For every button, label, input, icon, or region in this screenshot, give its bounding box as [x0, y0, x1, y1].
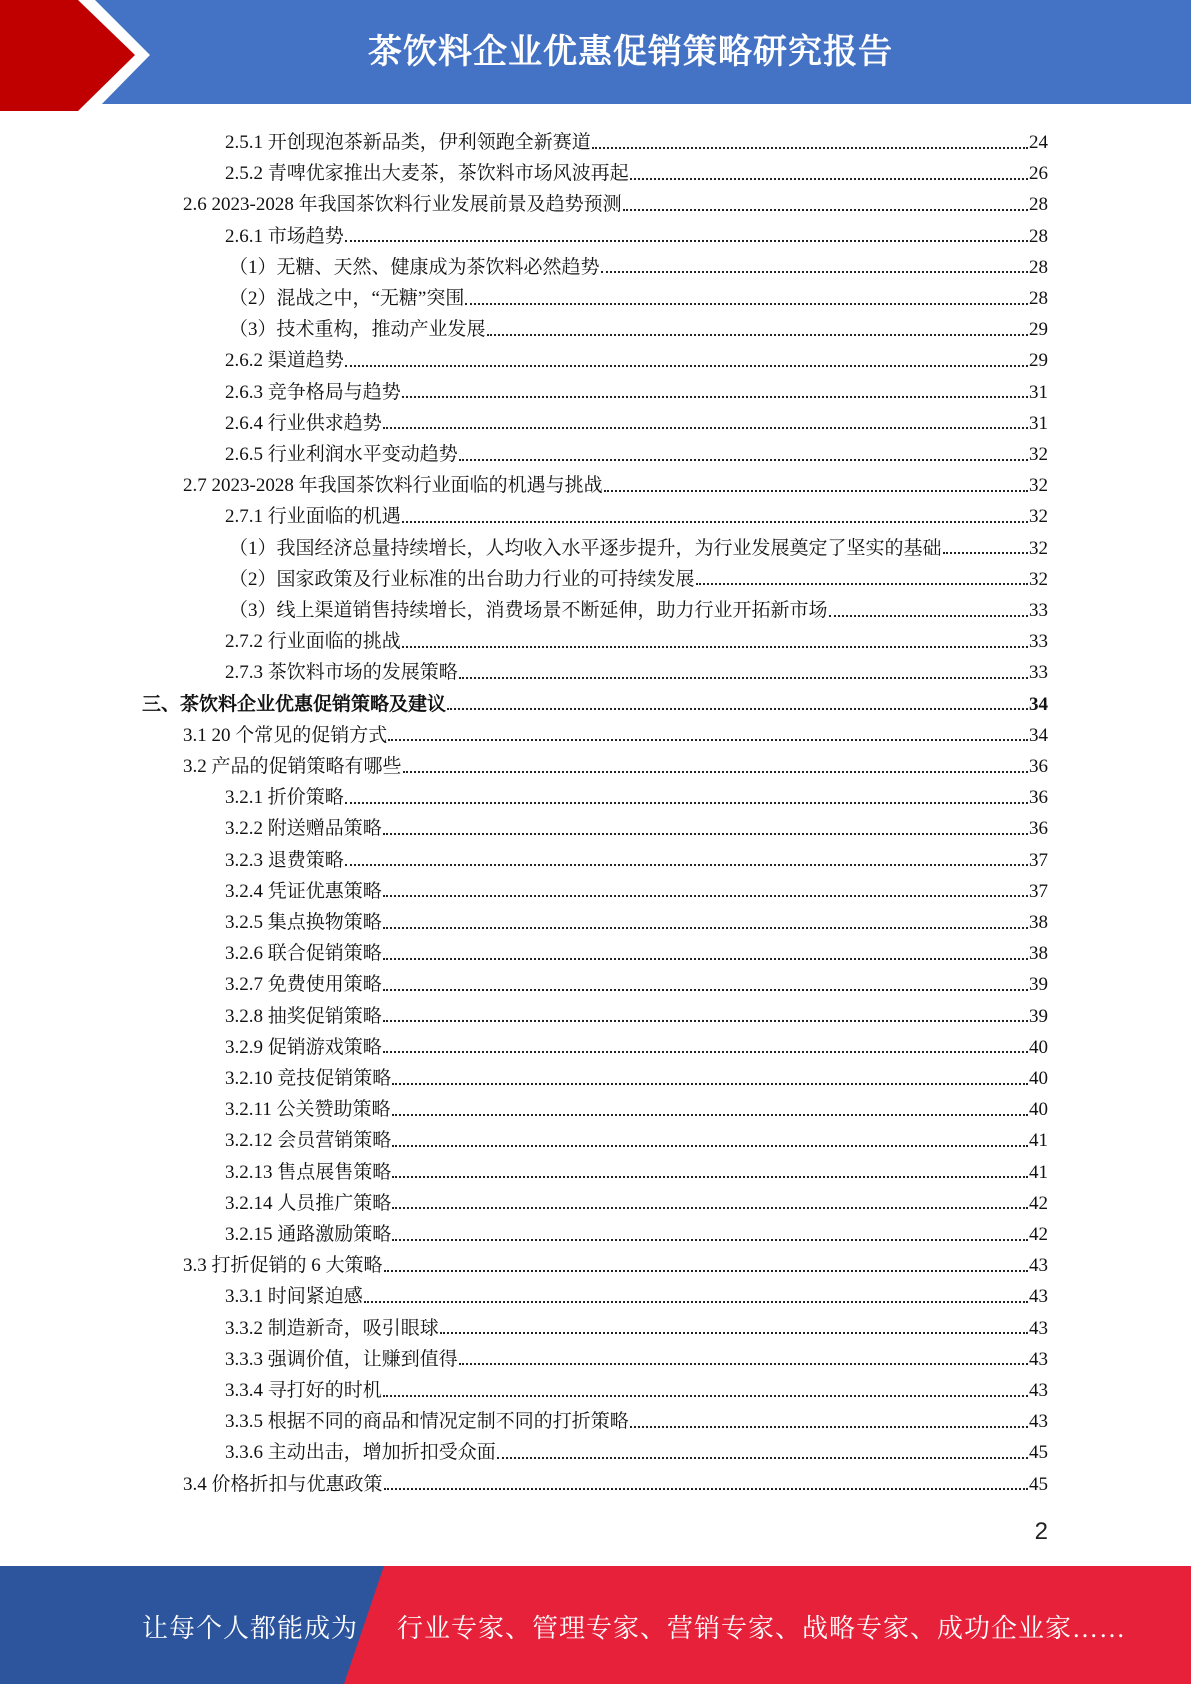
toc-entry-page: 28 [1029, 256, 1048, 278]
toc-entry-page: 38 [1029, 912, 1048, 933]
toc-leader-dots [623, 209, 1028, 211]
toc-entry-page: 36 [1029, 818, 1048, 840]
toc-entry-page: 43 [1029, 1380, 1048, 1401]
toc-entry[interactable] [142, 689, 1048, 720]
toc-entry-page: 33 [1029, 662, 1048, 684]
toc-entry-label: 2.6.3 竞争格局与趋势 [225, 381, 401, 403]
toc-entry-label: 3.2.3 退费策略 [225, 849, 344, 871]
toc-entry-page: 45 [1029, 1473, 1048, 1495]
toc-leader-dots [402, 521, 1028, 523]
toc-entry-label: 2.6 2023-2028 年我国茶饮料行业发展前景及趋势预测 [183, 194, 622, 216]
toc-leader-dots [402, 396, 1028, 398]
toc-entry-label: 2.5.1 开创现泡茶新品类，伊利领跑全新赛道 [225, 132, 591, 153]
toc-entry[interactable] [225, 876, 1048, 907]
toc-entry-page: 32 [1029, 444, 1048, 465]
toc-entry-label: 3.2.4 凭证优惠策略 [225, 880, 382, 902]
toc-leader-dots [465, 303, 1028, 305]
footer-slogan-right: 行业专家、管理专家、营销专家、战略专家、成功企业家…… [397, 1614, 1127, 1643]
toc-entry-page: 32 [1029, 537, 1048, 559]
toc-entry-page: 28 [1029, 194, 1048, 216]
toc-leader-dots [447, 708, 1028, 710]
toc-leader-dots [696, 583, 1028, 585]
toc-entry[interactable] [229, 252, 1048, 283]
toc-entry-label: 3.2.10 竞技促销策略 [225, 1068, 392, 1089]
toc-leader-dots [403, 771, 1028, 773]
toc-entry[interactable] [225, 158, 1048, 189]
toc-entry-page: 32 [1029, 475, 1048, 497]
toc-entry-page: 42 [1029, 1224, 1048, 1245]
toc-entry-page: 31 [1029, 412, 1048, 434]
toc-leader-dots [383, 427, 1028, 429]
toc-entry[interactable] [225, 1094, 1048, 1125]
toc-entry-label: 2.6.1 市场趋势 [225, 225, 344, 247]
toc-leader-dots [384, 1488, 1028, 1490]
toc-entry[interactable] [225, 1313, 1048, 1344]
toc-entry-label: 3.4 价格折扣与优惠政策 [183, 1473, 383, 1495]
toc-entry-label: 3.2.14 人员推广策略 [225, 1192, 392, 1214]
toc-leader-dots [383, 1051, 1028, 1053]
toc-entry-page: 39 [1029, 974, 1048, 996]
toc-entry-page: 40 [1029, 1099, 1048, 1121]
toc-entry-label: 3.2.8 抽奖促销策略 [225, 1005, 382, 1027]
toc-entry-page: 41 [1029, 1161, 1048, 1183]
toc-entry-page: 37 [1029, 880, 1048, 902]
toc-entry[interactable] [225, 969, 1048, 1000]
toc-entry[interactable] [229, 283, 1048, 314]
document-title: 茶饮料企业优惠促销策略研究报告 [368, 32, 893, 72]
toc-leader-dots [604, 490, 1028, 492]
toc-leader-dots [384, 1270, 1028, 1272]
toc-leader-dots [459, 677, 1028, 679]
toc-entry-page: 32 [1029, 506, 1048, 528]
toc-entry[interactable] [225, 938, 1048, 969]
toc-entry[interactable] [225, 845, 1048, 876]
toc-leader-dots [345, 365, 1028, 367]
page-footer [0, 1566, 1191, 1684]
toc-entry-page: 40 [1029, 1068, 1048, 1089]
toc-leader-dots [402, 646, 1028, 648]
toc-entry[interactable] [225, 377, 1048, 408]
toc-leader-dots [364, 1301, 1028, 1303]
toc-entry[interactable] [229, 564, 1048, 595]
toc-entry-label: 3.2.5 集点换物策略 [225, 912, 382, 933]
toc-entry-label: 3.2.13 售点展售策略 [225, 1161, 392, 1183]
page-header [0, 0, 1191, 111]
toc-entry[interactable] [229, 533, 1048, 564]
toc-entry-page: 43 [1029, 1411, 1048, 1433]
toc-entry-label: 三、茶饮料企业优惠促销策略及建议 [142, 693, 447, 715]
toc-entry[interactable] [225, 1344, 1048, 1375]
toc-entry-label: 3.2.7 免费使用策略 [225, 974, 382, 996]
toc-leader-dots [392, 1083, 1028, 1085]
toc-entry-label: （1）我国经济总量持续增长，人均收入水平逐步提升，为行业发展奠定了坚实的基础 [229, 537, 942, 559]
toc-leader-dots [383, 1020, 1028, 1022]
toc-entry-page: 39 [1029, 1005, 1048, 1027]
toc-entry[interactable] [225, 1032, 1048, 1063]
toc-entry-page: 34 [1029, 693, 1048, 715]
toc-leader-dots [345, 240, 1028, 242]
toc-entry-page: 43 [1029, 1348, 1048, 1370]
toc-entry-page: 33 [1029, 600, 1048, 621]
toc-entry-page: 43 [1029, 1317, 1048, 1339]
toc-entry[interactable] [225, 127, 1048, 158]
toc-entry-label: 3.2.6 联合促销策略 [225, 943, 382, 965]
toc-entry-page: 42 [1029, 1192, 1048, 1214]
toc-entry-label: 3.2.9 促销游戏策略 [225, 1036, 382, 1058]
toc-leader-dots [630, 1426, 1028, 1428]
toc-entry-page: 26 [1029, 163, 1048, 185]
toc-leader-dots [392, 1114, 1028, 1116]
toc-entry-label: 2.7.3 茶饮料市场的发展策略 [225, 662, 458, 684]
toc-entry[interactable] [225, 1125, 1048, 1156]
toc-leader-dots [392, 1207, 1028, 1209]
toc-entry[interactable] [225, 1281, 1048, 1312]
toc-entry-label: 2.7.2 行业面临的挑战 [225, 631, 401, 653]
toc-entry-page: 36 [1029, 787, 1048, 809]
page-number: 2 [1034, 1518, 1048, 1545]
toc-entry[interactable] [225, 501, 1048, 532]
toc-leader-dots [383, 989, 1028, 991]
toc-entry-label: 2.7.1 行业面临的机遇 [225, 506, 401, 528]
toc-entry-label: 3.2.11 公关赞助策略 [225, 1099, 391, 1121]
toc-entry[interactable] [225, 1375, 1048, 1406]
toc-entry-label: 3.1 20 个常见的促销方式 [183, 724, 388, 746]
toc-leader-dots [497, 1457, 1028, 1459]
toc-entry-label: （3）技术重构，推动产业发展 [229, 319, 486, 341]
toc-entry-page: 29 [1029, 350, 1048, 372]
toc-leader-dots [383, 1395, 1028, 1397]
toc-entry-page: 28 [1029, 288, 1048, 309]
toc-entry[interactable] [183, 470, 1048, 501]
toc-entry-label: （2）混战之中，“无糖”突围 [229, 288, 465, 309]
toc-leader-dots [630, 178, 1028, 180]
toc-entry-page: 38 [1029, 943, 1048, 965]
toc-entry-page: 36 [1029, 756, 1048, 777]
toc-entry-label: 3.2.12 会员营销策略 [225, 1130, 392, 1152]
toc-entry-page: 32 [1029, 568, 1048, 590]
toc-entry-label: 3.2 产品的促销策略有哪些 [183, 756, 402, 777]
toc-leader-dots [392, 1145, 1028, 1147]
toc-leader-dots [383, 927, 1028, 929]
toc-entry-label: 3.3.2 制造新奇，吸引眼球 [225, 1317, 439, 1339]
toc-leader-dots [487, 334, 1028, 336]
toc-leader-dots [392, 1176, 1028, 1178]
toc-entry-label: 3.2.1 折价策略 [225, 787, 344, 809]
toc-entry[interactable] [225, 1157, 1048, 1188]
toc-entry-label: 2.5.2 青啤优家推出大麦茶，茶饮料市场风波再起 [225, 163, 629, 185]
toc-entry-label: （2）国家政策及行业标准的出台助力行业的可持续发展 [229, 568, 695, 590]
toc-entry-label: 3.2.2 附送赠品策略 [225, 818, 382, 840]
toc-entry[interactable] [225, 813, 1048, 844]
toc-entry[interactable] [183, 720, 1048, 751]
toc-entry[interactable] [225, 907, 1048, 938]
toc-entry-label: 3.3.4 寻打好的时机 [225, 1380, 382, 1401]
toc-entry[interactable] [225, 1001, 1048, 1032]
toc-leader-dots [459, 459, 1028, 461]
toc-entry-page: 41 [1029, 1130, 1048, 1152]
toc-entry[interactable] [183, 1469, 1048, 1500]
toc-leader-dots [459, 1363, 1028, 1365]
toc-leader-dots [383, 958, 1028, 960]
toc-entry-page: 33 [1029, 631, 1048, 653]
toc-entry-page: 37 [1029, 849, 1048, 871]
toc-entry-label: 2.7 2023-2028 年我国茶饮料行业面临的机遇与挑战 [183, 475, 603, 497]
toc-entry[interactable] [183, 751, 1048, 782]
toc-entry[interactable] [183, 1250, 1048, 1281]
toc-entry[interactable] [183, 189, 1048, 220]
toc-entry[interactable] [225, 345, 1048, 376]
toc-entry-page: 28 [1029, 225, 1048, 247]
toc-leader-dots [383, 833, 1028, 835]
toc-entry-page: 43 [1029, 1286, 1048, 1308]
toc-entry-page: 40 [1029, 1036, 1048, 1058]
toc-entry-page: 31 [1029, 381, 1048, 403]
toc-entry[interactable] [225, 1063, 1048, 1094]
toc-entry[interactable] [225, 1437, 1048, 1468]
toc-entry[interactable] [225, 1219, 1048, 1250]
toc-entry[interactable] [229, 595, 1048, 626]
toc-leader-dots [829, 615, 1028, 617]
toc-entry-label: 2.6.4 行业供求趋势 [225, 412, 382, 434]
toc-entry-label: 2.6.2 渠道趋势 [225, 350, 344, 372]
toc-leader-dots [383, 895, 1028, 897]
toc-leader-dots [345, 864, 1028, 866]
toc-leader-dots [345, 802, 1028, 804]
toc-entry-label: 3.2.15 通路激励策略 [225, 1224, 392, 1245]
toc-entry[interactable] [225, 626, 1048, 657]
toc-leader-dots [440, 1332, 1028, 1334]
toc-entry[interactable] [229, 314, 1048, 345]
toc-entry[interactable] [225, 221, 1048, 252]
toc-entry-page: 45 [1029, 1442, 1048, 1464]
toc-entry[interactable] [225, 1406, 1048, 1437]
toc-leader-dots [943, 552, 1028, 554]
toc-leader-dots [601, 271, 1028, 273]
toc-entry-label: 3.3.5 根据不同的商品和情况定制不同的打折策略 [225, 1411, 629, 1433]
footer-slogan-left: 让每个人都能成为 [142, 1614, 359, 1643]
toc-entry-label: 3.3 打折促销的 6 大策略 [183, 1255, 383, 1277]
toc-entry[interactable] [225, 408, 1048, 439]
toc-entry-page: 43 [1029, 1255, 1048, 1277]
toc-entry-label: （1）无糖、天然、健康成为茶饮料必然趋势 [229, 256, 600, 278]
toc-entry-label: 3.3.6 主动出击，增加折扣受众面 [225, 1442, 496, 1464]
toc-entry-page: 29 [1029, 319, 1048, 341]
toc-entry-page: 34 [1029, 724, 1048, 746]
toc-entry[interactable] [225, 782, 1048, 813]
toc-entry-label: （3）线上渠道销售持续增长，消费场景不断延伸，助力行业开拓新市场 [229, 600, 828, 621]
toc-entry-page: 24 [1029, 132, 1048, 153]
toc-entry[interactable] [225, 657, 1048, 688]
toc-entry-label: 3.3.1 时间紧迫感 [225, 1286, 363, 1308]
toc-entry-label: 3.3.3 强调价值，让赚到值得 [225, 1348, 458, 1370]
toc-leader-dots [388, 739, 1028, 741]
toc-leader-dots [592, 147, 1028, 149]
toc-leader-dots [392, 1239, 1028, 1241]
toc-entry-label: 2.6.5 行业利润水平变动趋势 [225, 444, 458, 465]
toc-entry[interactable] [225, 1188, 1048, 1219]
toc-entry[interactable] [225, 439, 1048, 470]
